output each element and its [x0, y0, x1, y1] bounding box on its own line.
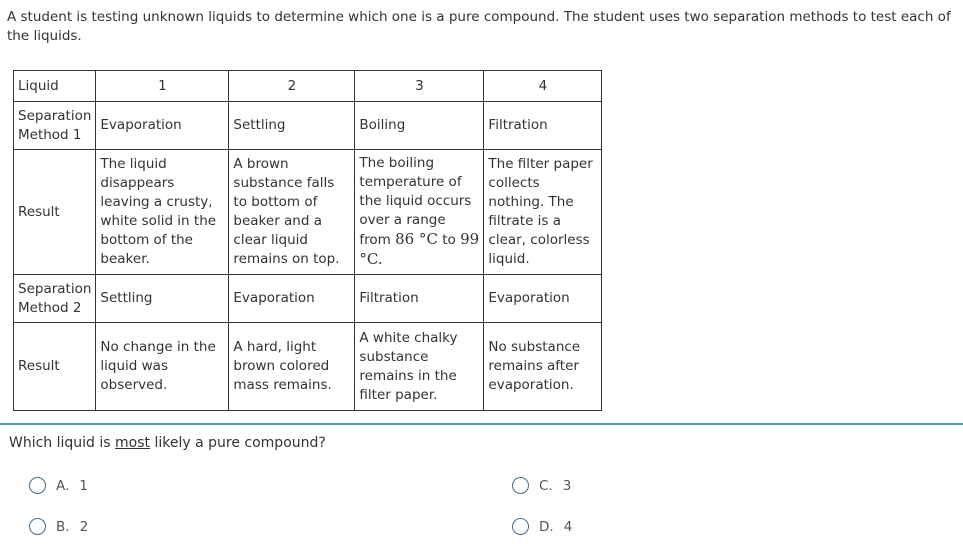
- table-header-row: [14, 71, 602, 102]
- header-liquid-1: 1: [96, 71, 229, 102]
- header-liquid-4: 4: [484, 71, 602, 102]
- header-liquid-3: 3: [355, 71, 484, 102]
- method-1-liquid-2: Settling: [229, 102, 355, 150]
- method-1-liquid-1: Evaporation: [96, 102, 229, 150]
- question-prompt: [9, 434, 326, 453]
- row-label-method-2: [14, 275, 96, 323]
- choice-d[interactable]: [512, 518, 572, 535]
- result-2-liquid-2: A hard, light brown colored mass remains.: [229, 323, 355, 411]
- question-stem: A student is testing unknown liquids to determine which one is a pure compound. The student uses two separation methods to test each of the liquids.: [7, 9, 951, 44]
- radio-circle-icon[interactable]: [512, 477, 529, 494]
- choice-d-letter: D.: [539, 518, 554, 535]
- row-label-result-2: Result: [14, 323, 96, 411]
- row-label-method-1: [14, 102, 96, 150]
- choice-b-letter: B.: [56, 518, 70, 535]
- header-liquid-2: 2: [229, 71, 355, 102]
- table-row-result-1: [14, 150, 602, 275]
- method-2-liquid-3: Filtration: [355, 275, 484, 323]
- section-divider: [0, 423, 963, 425]
- result-1-liquid-3-from: 86 °C: [395, 230, 438, 248]
- prompt-after: likely a pure compound?: [150, 435, 326, 451]
- choice-d-value: 4: [563, 518, 573, 535]
- liquid-data-table: [13, 70, 602, 411]
- row-label-result-1: Result: [14, 150, 96, 275]
- row-label-method-1-line1: Separation: [18, 107, 92, 124]
- choice-b-value: 2: [79, 518, 89, 535]
- result-2-liquid-4: No substance remains after evaporation.: [484, 323, 602, 411]
- method-1-liquid-4: Filtration: [484, 102, 602, 150]
- result-1-liquid-3: [355, 150, 484, 275]
- result-2-liquid-1: No change in the liquid was observed.: [96, 323, 229, 411]
- result-1-liquid-3-to-word: to: [437, 232, 461, 248]
- result-1-liquid-4: The filter paper collects nothing. The filtrate is a clear, colorless liquid.: [484, 150, 602, 275]
- result-1-liquid-3-text: The boiling temperature of the liquid occurs over a range from: [359, 155, 472, 248]
- result-1-liquid-3-to: 99 °C: [359, 230, 480, 268]
- table-row-method-1: [14, 102, 602, 150]
- prompt-emphasis: most: [115, 435, 151, 451]
- table-row-method-2: [14, 275, 602, 323]
- choice-a[interactable]: [29, 477, 88, 494]
- liquid-data-table-container: [13, 70, 602, 411]
- result-1-liquid-2: A brown substance falls to bottom of beaker and a clear liquid remains on top.: [229, 150, 355, 275]
- method-2-liquid-2: Evaporation: [229, 275, 355, 323]
- choice-c-letter: C.: [539, 477, 553, 494]
- prompt-before: Which liquid is: [9, 435, 116, 451]
- table-row-result-2: [14, 323, 602, 411]
- row-label-method-1-line2: Method 1: [18, 126, 82, 143]
- method-2-liquid-1: Settling: [96, 275, 229, 323]
- result-2-liquid-3: A white chalky substance remains in the filter paper.: [355, 323, 484, 411]
- header-liquid: Liquid: [14, 71, 96, 102]
- choice-a-letter: A.: [56, 477, 70, 494]
- radio-circle-icon[interactable]: [29, 477, 46, 494]
- choice-a-value: 1: [79, 477, 88, 494]
- row-label-method-2-line1: Separation: [18, 280, 92, 297]
- method-2-liquid-4: Evaporation: [484, 275, 602, 323]
- radio-circle-icon[interactable]: [512, 518, 529, 535]
- method-1-liquid-3: Boiling: [355, 102, 484, 150]
- row-label-method-2-line2: Method 2: [18, 299, 82, 316]
- choice-c-value: 3: [562, 477, 572, 494]
- choice-b[interactable]: [29, 518, 88, 535]
- choice-c[interactable]: [512, 477, 571, 494]
- radio-circle-icon[interactable]: [29, 518, 46, 535]
- result-1-liquid-1: The liquid disappears leaving a crusty, white solid in the bottom of the beaker.: [96, 150, 229, 275]
- result-1-liquid-3-end: .: [377, 250, 383, 268]
